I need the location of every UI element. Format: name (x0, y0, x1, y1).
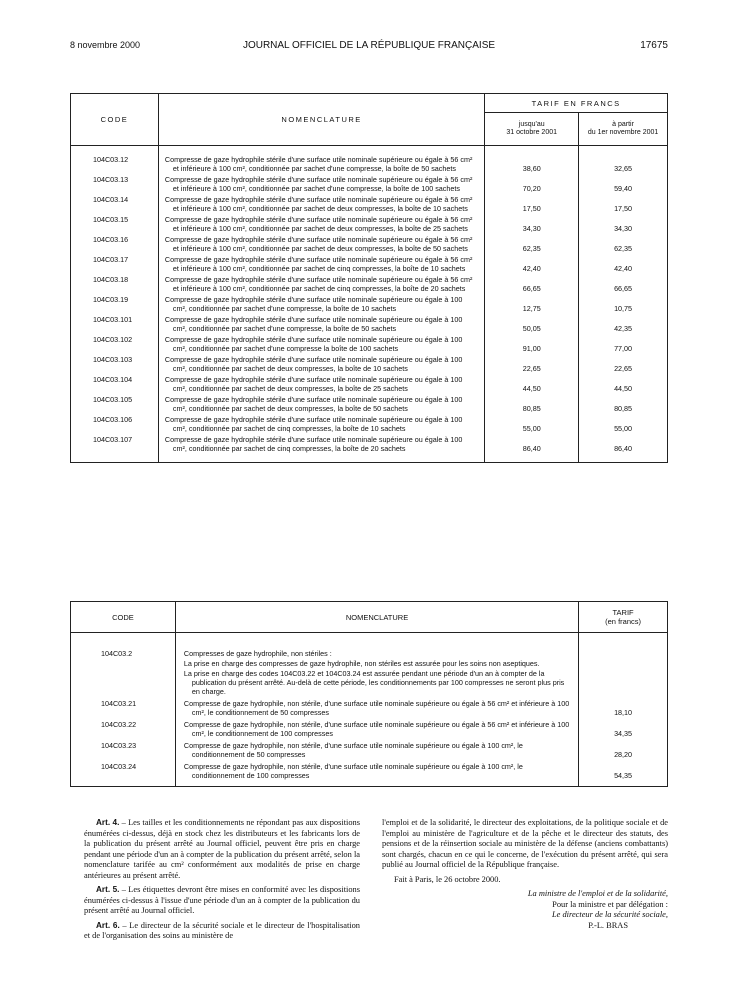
row-price-from: 55,00 (579, 414, 668, 434)
row-price-until: 42,40 (485, 254, 579, 274)
row-description: Compresse de gaze hydrophile stérile d'une surface utile nominale supérieure ou égale à 100 cm², conditionnée par sachet d'une compresse, la boîte de 10 sachets (158, 294, 484, 314)
signature-line-2: Pour la ministre et par délégation : (552, 899, 668, 909)
group-paragraph-2: La prise en charge des codes 104C03.22 et 104C03.24 est assurée pendant une période d'un an à compter de la publication du présent arrêté. Au-delà de cette période, les conditionnements par 100 compresses ne seront plus pris en charge. (183, 669, 565, 696)
row-description: Compresse de gaze hydrophile, non stérile, d'une surface utile nominale supérieure ou égale à 100 cm², le conditionnement de 50 compresses (175, 738, 578, 759)
row-description: Compresse de gaze hydrophile, non stérile, d'une surface utile nominale supérieure ou égale à 56 cm² et inférieure à 100 cm², le conditionnement de 100 compresses (175, 717, 578, 738)
tarif-table-1 (70, 93, 668, 463)
row-code: 104C03.102 (71, 334, 159, 354)
row-code: 104C03.106 (71, 414, 159, 434)
row-price: 54,35 (579, 759, 668, 780)
row-price-from: 42,35 (579, 314, 668, 334)
row-description: Compresse de gaze hydrophile stérile d'une surface utile nominale supérieure ou égale à 100 cm², conditionnée par sachet de cinq compresses, la boîte de 20 sachets (158, 434, 484, 454)
col-header-code: CODE (71, 602, 176, 633)
table-row (71, 174, 668, 194)
row-code: 104C03.101 (71, 314, 159, 334)
signature-name: P.-L. BRAS (588, 920, 628, 930)
table-row (71, 434, 668, 454)
row-code: 104C03.104 (71, 374, 159, 394)
row-description: Compresse de gaze hydrophile stérile d'une surface utile nominale supérieure ou égale à 100 cm², conditionnée par sachet de deux compresses, la boîte de 25 sachets (158, 374, 484, 394)
group-description (175, 633, 578, 697)
row-description: Compresse de gaze hydrophile stérile d'une surface utile nominale supérieure ou égale à 56 cm² et inférieure à 100 cm², conditionnée par sachet d'une compresse, la boîte de 100 sachets (158, 174, 484, 194)
row-price-from: 22,65 (579, 354, 668, 374)
table-row (71, 354, 668, 374)
row-price-until: 38,60 (485, 154, 579, 174)
row-price-until: 17,50 (485, 194, 579, 214)
row-description: Compresse de gaze hydrophile stérile d'une surface utile nominale supérieure ou égale à 100 cm², conditionnée par sachet de deux compresses, la boîte de 50 sachets (158, 394, 484, 414)
table-row (71, 759, 668, 780)
row-price-from: 17,50 (579, 194, 668, 214)
col-header-until: jusqu'au 31 octobre 2001 (485, 113, 579, 146)
row-code: 104C03.17 (71, 254, 159, 274)
row-description: Compresse de gaze hydrophile stérile d'une surface utile nominale supérieure ou égale à 100 cm², conditionnée par sachet d'une compresse, la boîte de 50 sachets (158, 314, 484, 334)
row-description: Compresse de gaze hydrophile stérile d'une surface utile nominale supérieure ou égale à 56 cm² et inférieure à 100 cm², conditionnée par sachet de cinq compresses, la boîte de 20 sachets (158, 274, 484, 294)
signature-line-3: Le directeur de la sécurité sociale, (552, 910, 668, 919)
row-price-from: 34,30 (579, 214, 668, 234)
table-row (71, 154, 668, 174)
col-header-code: CODE (71, 94, 159, 146)
header-title: JOURNAL OFFICIEL DE LA RÉPUBLIQUE FRANÇAISE (242, 40, 496, 51)
signature-line-1: La ministre de l'emploi et de la solidarité, (527, 889, 668, 898)
row-price-from: 32,65 (579, 154, 668, 174)
table-row (71, 374, 668, 394)
row-code: 104C03.23 (71, 738, 176, 759)
row-price-until: 34,30 (485, 214, 579, 234)
col-header-tarif: TARIF EN FRANCS (485, 94, 668, 113)
row-price-from: 86,40 (579, 434, 668, 454)
row-description: Compresse de gaze hydrophile stérile d'une surface utile nominale supérieure ou égale à 56 cm² et inférieure à 100 cm², conditionnée par sachet de cinq compresses, la boîte de 10 sachets (158, 254, 484, 274)
col-header-nomenclature: NOMENCLATURE (158, 94, 484, 146)
row-price-from: 77,00 (579, 334, 668, 354)
table-row (71, 234, 668, 254)
row-code: 104C03.22 (71, 717, 176, 738)
row-price-until: 50,05 (485, 314, 579, 334)
page-header (70, 40, 668, 54)
table-row (71, 254, 668, 274)
row-code: 104C03.16 (71, 234, 159, 254)
row-description: Compresse de gaze hydrophile stérile d'une surface utile nominale supérieure ou égale à 100 cm², conditionnée par sachet de deux compresses, la boîte de 10 sachets (158, 354, 484, 374)
row-price-from: 80,85 (579, 394, 668, 414)
row-description: Compresse de gaze hydrophile, non stérile, d'une surface utile nominale supérieure ou égale à 56 cm² et inférieure à 100 cm², le conditionnement de 50 compresses (175, 696, 578, 717)
row-price-from: 10,75 (579, 294, 668, 314)
row-price-until: 66,65 (485, 274, 579, 294)
col-header-tarif: TARIF (en francs) (579, 602, 668, 633)
row-code: 104C03.15 (71, 214, 159, 234)
group-code: 104C03.2 (71, 633, 176, 697)
row-description: Compresse de gaze hydrophile, non stérile, d'une surface utile nominale supérieure ou égale à 100 cm², le conditionnement de 100 compresses (175, 759, 578, 780)
table-row (71, 696, 668, 717)
row-price-until: 62,35 (485, 234, 579, 254)
row-code: 104C03.13 (71, 174, 159, 194)
place-date: Fait à Paris, le 26 octobre 2000. (394, 874, 501, 884)
group-title: Compresses de gaze hydrophile, non stériles : (183, 649, 332, 658)
row-code: 104C03.18 (71, 274, 159, 294)
row-price-from: 42,40 (579, 254, 668, 274)
row-price-until: 70,20 (485, 174, 579, 194)
row-price-from: 62,35 (579, 234, 668, 254)
row-code: 104C03.21 (71, 696, 176, 717)
row-price-from: 59,40 (579, 174, 668, 194)
header-date: 8 novembre 2000 (70, 40, 141, 50)
table-row (71, 274, 668, 294)
table-row (71, 717, 668, 738)
table-row (71, 738, 668, 759)
row-code: 104C03.19 (71, 294, 159, 314)
table-row (71, 194, 668, 214)
signature-block (382, 889, 668, 931)
row-price-until: 44,50 (485, 374, 579, 394)
table-row (71, 394, 668, 414)
tarif-table-2 (70, 601, 668, 787)
table-row (71, 294, 668, 314)
group-paragraph-1: La prise en charge des compresses de gaze hydrophile, non stériles est assurée pour les soins non aseptiques. (183, 659, 540, 668)
col-header-from: à partir du 1er novembre 2001 (579, 113, 668, 146)
row-price-until: 91,00 (485, 334, 579, 354)
article-5: Art. 5. – Les étiquettes devront être mises en conformité avec les dispositions énumérées ci-dessus à l'issue d'une période d'un an à compter de la publication du présent arrêté au Journal officiel. (84, 885, 360, 915)
row-price-until: 55,00 (485, 414, 579, 434)
row-description: Compresse de gaze hydrophile stérile d'une surface utile nominale supérieure ou égale à 56 cm² et inférieure à 100 cm², conditionnée par sachet d'une compresse, la boîte de 50 sachets (158, 154, 484, 174)
row-code: 104C03.24 (71, 759, 176, 780)
row-price-until: 86,40 (485, 434, 579, 454)
row-price-until: 22,65 (485, 354, 579, 374)
col-header-nomenclature: NOMENCLATURE (175, 602, 578, 633)
article-4: Art. 4. – Les tailles et les conditionnements ne répondant pas aux dispositions énumérées ci-dessus, déjà en stock chez les distributeurs et les fabricants lors de la publication du présent arrêté au Journal officiel, peuvent être pris en charge pendant une période d'un an à compter de la publication du présent arrêté, selon la nomenclature tarifée au cm² conformément aux modalités de prise en charge antérieures au présent arrêté. (84, 818, 360, 880)
row-description: Compresse de gaze hydrophile stérile d'une surface utile nominale supérieure ou égale à 100 cm², conditionnée par sachet d'une compresse la boîte de 100 sachets (158, 334, 484, 354)
row-code: 104C03.105 (71, 394, 159, 414)
table-row (71, 414, 668, 434)
header-page-number: 17675 (640, 40, 668, 51)
table-row (71, 214, 668, 234)
row-price: 28,20 (579, 738, 668, 759)
row-price: 34,35 (579, 717, 668, 738)
row-description: Compresse de gaze hydrophile stérile d'une surface utile nominale supérieure ou égale à 100 cm², conditionnée par sachet de cinq compresses, la boîte de 10 sachets (158, 414, 484, 434)
row-code: 104C03.12 (71, 154, 159, 174)
row-price-from: 44,50 (579, 374, 668, 394)
article-6-continued: l'emploi et de la solidarité, le directeur des exploitations, de la politique sociale et de l'emploi au ministère de l'agriculture et de la pêche et le directeur des statuts, des pensions et de la réinsertion sociale au ministère de la défense (anciens combattants) sont chargés, chacun en ce qui le concerne, de l'exécution du présent arrêté, qui sera publié au Journal officiel de la République française. (382, 818, 668, 869)
table-row (71, 314, 668, 334)
row-price-from: 66,65 (579, 274, 668, 294)
row-price-until: 80,85 (485, 394, 579, 414)
row-description: Compresse de gaze hydrophile stérile d'une surface utile nominale supérieure ou égale à 56 cm² et inférieure à 100 cm², conditionnée par sachet de deux compresses, la boîte de 10 sachets (158, 194, 484, 214)
row-price-until: 12,75 (485, 294, 579, 314)
row-price: 18,10 (579, 696, 668, 717)
column-right (382, 818, 668, 931)
row-description: Compresse de gaze hydrophile stérile d'une surface utile nominale supérieure ou égale à 56 cm² et inférieure à 100 cm², conditionnée par sachet de deux compresses, la boîte de 50 sachets (158, 234, 484, 254)
row-description: Compresse de gaze hydrophile stérile d'une surface utile nominale supérieure ou égale à 56 cm² et inférieure à 100 cm², conditionnée par sachet de deux compresses, la boîte de 25 sachets (158, 214, 484, 234)
row-code: 104C03.107 (71, 434, 159, 454)
column-left (84, 818, 360, 946)
table-row (71, 334, 668, 354)
article-6: Art. 6. – Le directeur de la sécurité sociale et le directeur de l'hospitalisation et de l'organisation des soins au ministère de (84, 920, 360, 940)
row-code: 104C03.103 (71, 354, 159, 374)
row-code: 104C03.14 (71, 194, 159, 214)
